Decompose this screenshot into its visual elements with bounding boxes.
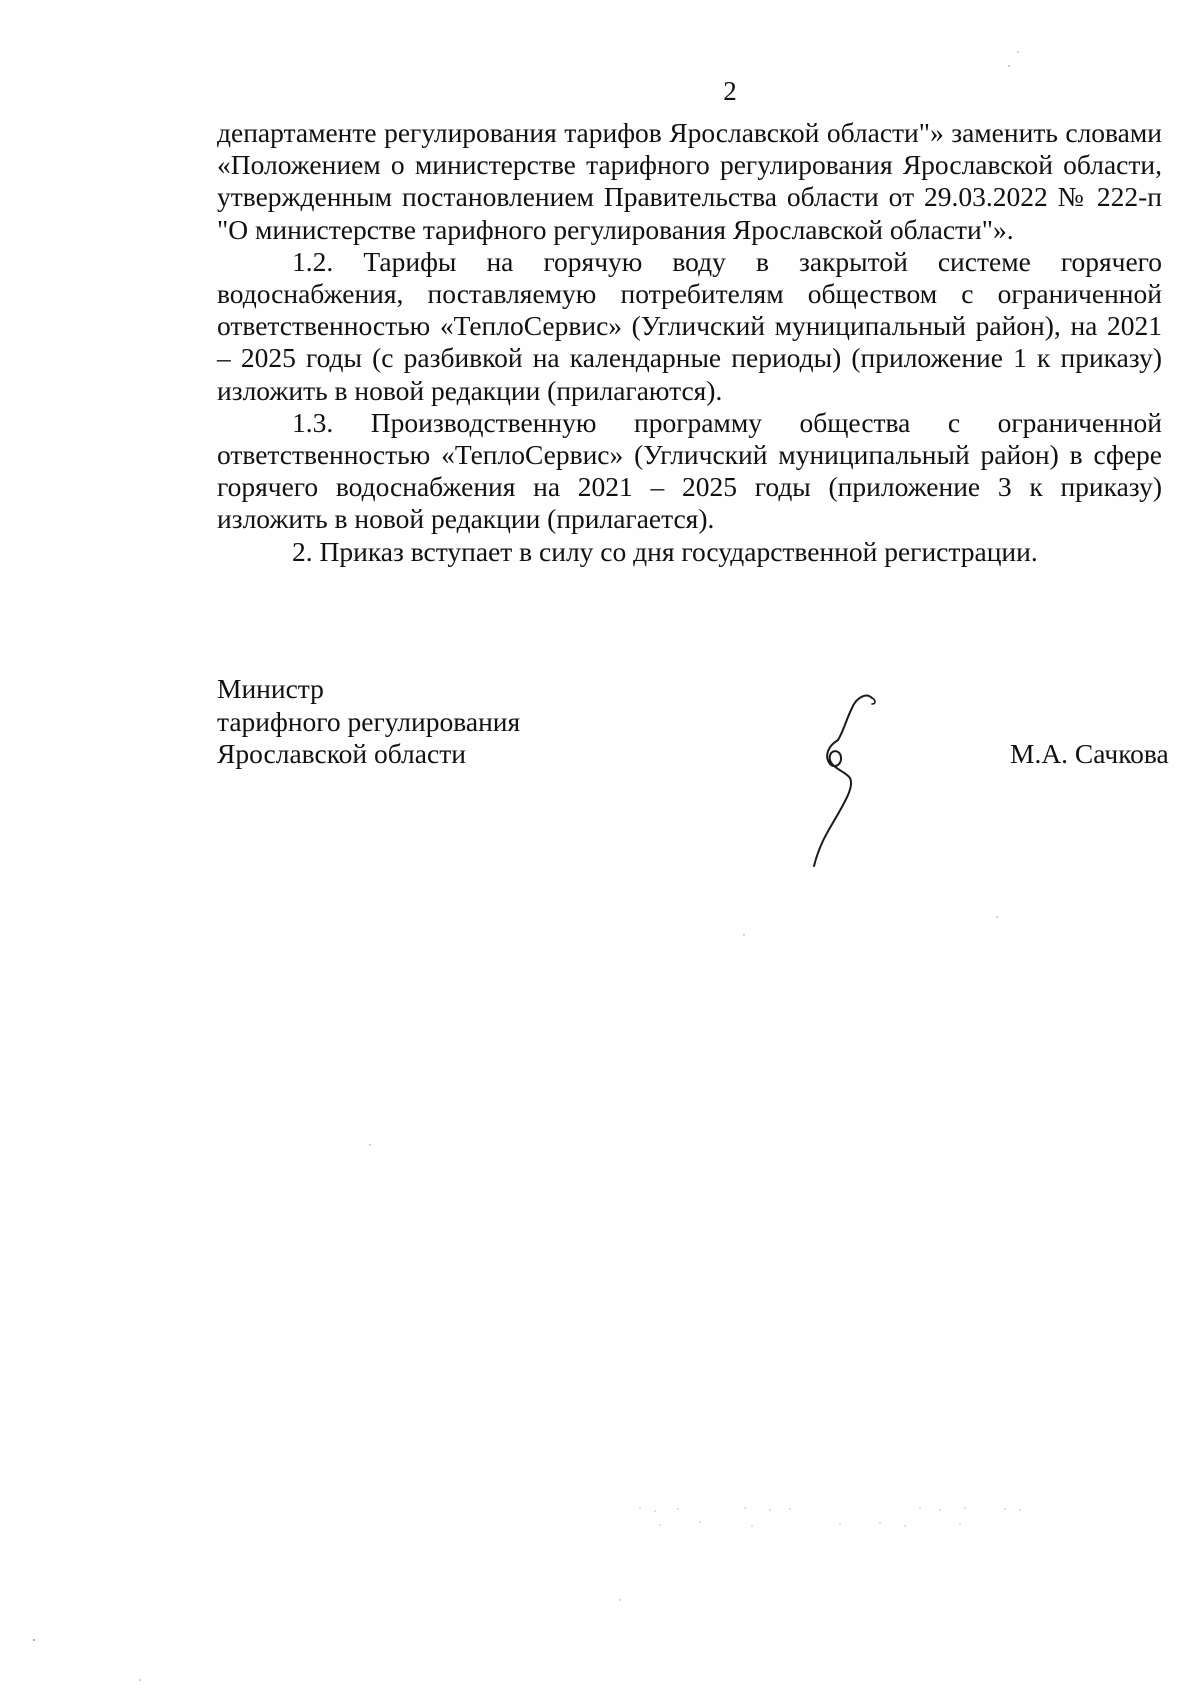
handwritten-signature — [790, 690, 890, 870]
page-number: 2 — [723, 76, 737, 106]
paragraph-continuation: департаменте регулирования тарифов Ярославской области"» заменить словами «Положением о министерстве тарифного регулирования Ярославской области, утвержденным постановлением Правительства области от 29.03.2022 № 222-п "О министерстве тарифного регулирования Ярославской области"». — [217, 117, 1162, 245]
paragraph-item-1-2: 1.2. Тарифы на горячую воду в закрытой системе горячего водоснабжения, поставляемую потребителям обществом с ограниченной ответственностью «ТеплоСервис» (Угличский муниципальный район), на 2021 – 2025 годы (с разбивкой на календарные периоды) (приложение 1 к приказу) изложить в новой редакции (прилагаются). — [217, 245, 1162, 406]
signatory-title-line-1: Министр — [217, 673, 324, 704]
document-body — [217, 117, 1162, 568]
paragraph-item-1-3: 1.3. Производственную программу общества с ограниченной ответственностью «ТеплоСервис» (Угличский муниципальный район) в сфере горячего водоснабжения на 2021 – 2025 годы (приложение 3 к приказу) изложить в новой редакции (прилагается). — [217, 406, 1162, 535]
signatory-title-line-2: тарифного регулирования — [217, 705, 521, 737]
paragraph-item-2: 2. Приказ вступает в силу со дня государственной регистрации. — [292, 535, 1038, 567]
signatory-name: М.А. Сачкова — [1010, 738, 1169, 769]
signatory-title-block — [217, 673, 520, 771]
signatory-title-line-3: Ярославской области — [217, 738, 466, 769]
